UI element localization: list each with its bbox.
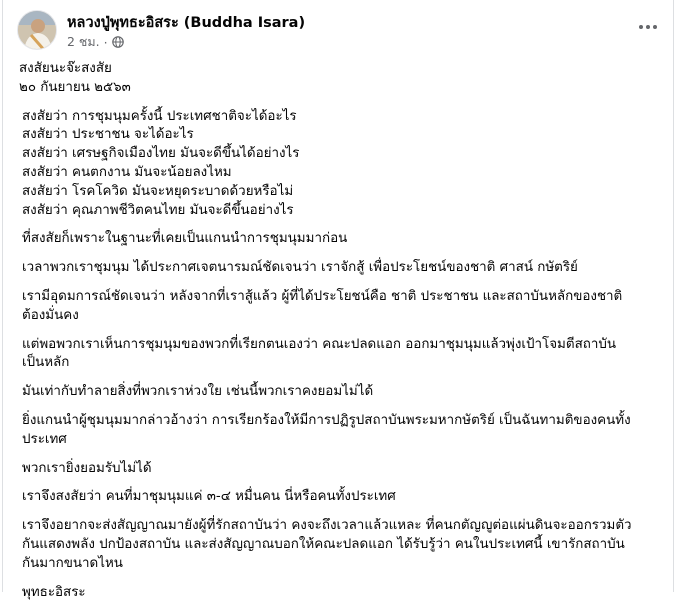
spacer [19, 220, 659, 230]
more-dot [646, 25, 650, 29]
paragraph-line: เรามีอุดมการณ์ชัดเจนว่า หลังจากที่เราสู้แล้ว ผู้ที่ได้ประโยชน์คือ ชาติ ประชาชน และสถาบันหลักของชาติ [22, 288, 623, 304]
paragraph-line: เวลาพวกเราชุมนุม ได้ประกาศเจตนารมณ์ชัดเจนว่า เราจักสู้ เพื่อประโยชน์ของชาติ ศาสน์ กษัตริย์ [22, 260, 578, 276]
paragraph [19, 517, 659, 573]
post-body [19, 60, 659, 602]
paragraph-line: พวกเรายิ่งยอมรับไม่ได้ [22, 460, 152, 476]
paragraph-line: พุทธะอิสระ [22, 584, 86, 600]
spacer [19, 507, 659, 517]
question-line: สงสัยว่า คุณภาพชีวิตคนไทย มันจะดีขึ้นอย่างไร [22, 202, 294, 218]
paragraph-line: เราจึงสงสัยว่า คนที่มาชุมนุมแค่ ๓-๔ หมื่นคน นี่หรือคนทั้งประเทศ [22, 489, 396, 505]
post-card [2, 0, 674, 600]
spacer [19, 450, 659, 460]
paragraph [19, 259, 659, 278]
question-line: สงสัยว่า การชุมนุมครั้งนี้ ประเทศชาติจะได้อะไร [22, 108, 297, 124]
paragraph-line: กันมากขนาดไหน [22, 555, 123, 571]
paragraph-line: เป็นหลัก [22, 355, 70, 371]
more-dot [653, 25, 657, 29]
spacer [19, 249, 659, 259]
paragraph-line: มันเท่ากับทำลายสิ่งที่พวกเราห่วงใย เช่นนี้พวกเราคงยอมไม่ได้ [22, 384, 374, 400]
post-header [17, 10, 667, 54]
paragraph-list [19, 220, 659, 602]
spacer [19, 326, 659, 336]
spacer [19, 402, 659, 412]
avatar[interactable] [17, 10, 57, 50]
paragraph [19, 336, 659, 374]
question-line: สงสัยว่า คนตกงาน มันจะน้อยลงไหม [22, 164, 232, 180]
paragraph [19, 230, 659, 249]
question-line: สงสัยว่า ประชาชน จะได้อะไร [22, 127, 194, 143]
spacer [19, 478, 659, 488]
spacer [19, 98, 659, 108]
paragraph [19, 383, 659, 402]
paragraph [19, 460, 659, 479]
question-list [19, 108, 659, 221]
more-dot [639, 25, 643, 29]
more-options-button[interactable] [633, 14, 663, 40]
paragraph-line: ที่สงสัยก็เพราะในฐานะที่เคยเป็นแกนนำการชุมนุมมาก่อน [22, 231, 348, 247]
paragraph-line: แต่พอพวกเราเห็นการชุมนุมของพวกที่เรียกตนเองว่า คณะปลดแอก ออกมาชุมนุมแล้วพุ่งเป้าโจมตีสถาบัน [22, 336, 617, 352]
paragraph-line: ยิ่งแกนนำผู้ชุมนุมมากล่าวอ้างว่า การเรียกร้องให้มีการปฏิรูปสถาบันพระมหากษัตริย์ เป็นฉันทามติของคนทั้ง [22, 412, 631, 428]
spacer [19, 373, 659, 383]
paragraph [19, 584, 659, 602]
avatar-image [18, 11, 57, 50]
post-date: ๒๐ กันยายน ๒๕๖๓ [19, 79, 131, 95]
paragraph [19, 412, 659, 450]
spacer [19, 278, 659, 288]
post-title: สงสัยนะจ๊ะสงสัย [19, 61, 112, 76]
globe-icon[interactable] [112, 36, 124, 48]
post-author[interactable]: หลวงปู่พุทธะอิสระ (Buddha Isara) [67, 15, 306, 31]
paragraph [19, 288, 659, 326]
paragraph-line: ต้องมั่นคง [22, 307, 79, 323]
post-timestamp[interactable]: 2 ชม. [67, 34, 100, 49]
meta-separator: · [103, 34, 108, 50]
spacer [19, 574, 659, 584]
question-line: สงสัยว่า โรคโควิด มันจะหยุดระบาดด้วยหรือไม่ [22, 183, 294, 199]
paragraph-line: กันแสดงพลัง ปกป้องสถาบัน และส่งสัญญาณบอกให้คณะปลดแอก ได้รับรู้ว่า คนในประเทศนี้ เขารักสถาบัน [22, 536, 625, 552]
paragraph-line: ประเทศ [22, 431, 67, 447]
paragraph-line: เราจึงอยากจะส่งสัญญาณมายังผู้ที่รักสถาบันว่า คงจะถึงเวลาแล้วแหละ ที่คนกตัญญูต่อแผ่นดินจะออกรวมตัว [22, 518, 632, 534]
question-line: สงสัยว่า เศรษฐกิจเมืองไทย มันจะดีขึ้นได้อย่างไร [22, 146, 300, 162]
post-meta [67, 32, 124, 52]
paragraph [19, 488, 659, 507]
